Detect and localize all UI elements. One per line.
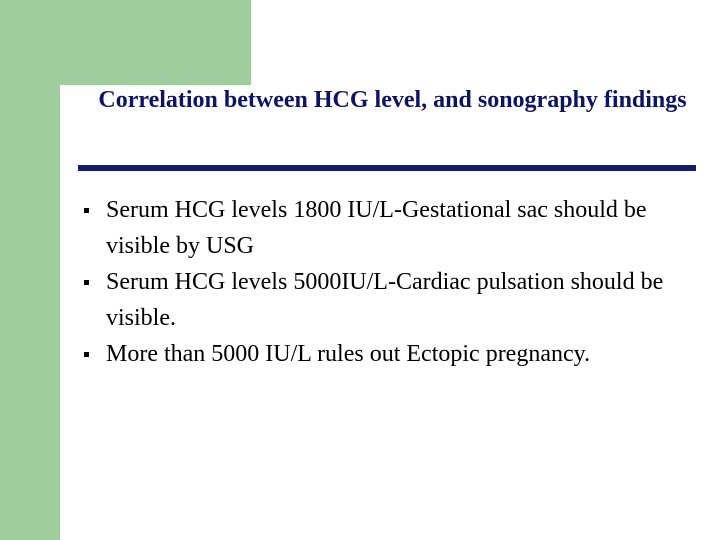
decorative-green-band-left xyxy=(0,85,60,540)
square-bullet-icon xyxy=(84,352,89,357)
bullet-list xyxy=(78,192,703,372)
bullet-text: Serum HCG levels 1800 IU/L-Gestational sac should be visible by USG xyxy=(106,197,647,259)
title-divider xyxy=(78,165,696,171)
bullet-text: Serum HCG levels 5000IU/L-Cardiac pulsation should be visible. xyxy=(106,269,664,331)
square-bullet-icon xyxy=(84,208,89,213)
slide-title: Correlation between HCG level, and sonography findings xyxy=(98,87,687,113)
bullet-item xyxy=(78,336,703,372)
bullet-item xyxy=(78,192,703,264)
decorative-green-band-top xyxy=(0,0,251,85)
bullet-text: More than 5000 IU/L rules out Ectopic pregnancy. xyxy=(106,341,591,367)
bullet-item xyxy=(78,264,703,336)
square-bullet-icon xyxy=(84,280,89,285)
